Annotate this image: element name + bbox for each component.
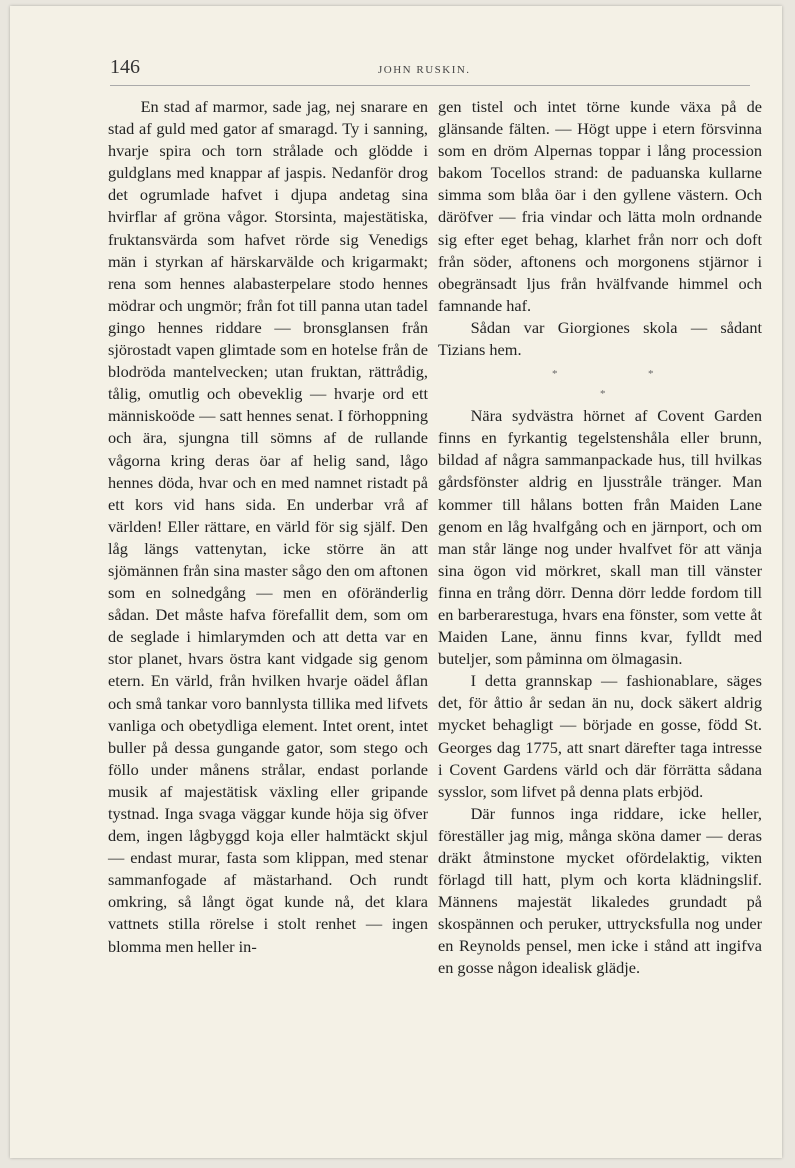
section-break-star: * (648, 368, 654, 381)
running-head: JOHN RUSKIN. (378, 64, 471, 76)
book-page (10, 6, 782, 1158)
section-break-star: * (552, 368, 558, 381)
right-column (438, 96, 762, 980)
section-break (438, 361, 762, 405)
header-rule (110, 85, 750, 86)
paragraph: Nära sydvästra hörnet af Covent Garden finns en fyrkantig tegelstenshåla eller brunn, bildad af några sammanpackade hus, till hvilkas gårdsfönster aldrig en ljusstråle tränger. Man kommer till hålans botten från Maiden Lane genom en låg hvalfgång och en järnport, och om man står länge nog under hvalfvet för att vänja sina ögon vid mörkret, skall man till vänster finna en trång dörr. Denna dörr ledde fordom till en barberarestuga, hvars ena fönster, som vette åt Maiden Lane, ännu finns kvar, fylldt med buteljer, som påminna om ölmagasin. (438, 406, 762, 669)
page-number: 146 (110, 56, 140, 78)
paragraph-continuation: gen tistel och intet törne kunde växa på de glänsande fälten. — Högt uppe i etern försvinna som en dröm Alpernas toppar i lång procession bakom Tocellos strand: de paduanska kullarne simma som blåa öar i den gyllene västern. Och däröfver — fria vindar och lätta moln ordnande sig efter eget behag, klarhet från norr och doft från söder, aftonens och morgonens stjärnor i obegränsadt ljus från hvälfvande himmel och famnande haf. (438, 97, 762, 315)
paragraph-closing: Sådan var Giorgiones skola — sådant Tizians hem. (438, 317, 762, 360)
paragraph: En stad af marmor, sade jag, nej snarare en stad af guld med gator af smaragd. Ty i sanning, hvarje spira och torn strålade och glödde i guldglans med knappar af jaspis. Nedanför drog det ogrumlade hafvet i djupa andetag sina hvirflar af gröna vågor. Storsinta, majestätiska, fruktansvärda som hafvet rörde sig Venedigs män i styrkan af härskarvälde och krigarmakt; rena som hennes alabasterpelare stodo hennes mödrar och ungmör; från fot till panna utan tadel gingo hennes riddare — bronsglansen från sjörostadt vapen glimtade som en hotelse från de blodröda mantelvecken; utan fruktan, rättrådig, tålig, omutlig och obeveklig — hvarje ord ett människoöde — satt hennes senat. I förhoppning och ära, sjungna till sömns af de rullande vågorna kring deras öar af helig sand, lågo hennes döda, hvar och en med namnet ristadt på ett kors vid hans sida. En underbar vrå af världen! Eller rättare, en värld för sig själf. Den låg längs vattenytan, icke större än att sjömännen från sina master sågo den om aftonen som en solnedgång — men en oföränderlig sådan. Det måste hafva förefallit dem, som om de seglade i himlarymden och att detta var en stor planet, hvars östra kant vidgade sig genom etern. En värld, från hvilken hvarje oädel åflan och små tankar voro bannlysta tillika med lifvets vanliga och obetydliga element. Intet orent, intet buller på dessa gungande gator, som stego och föllo under månens strålar, endast porlande musik af majestätisk växling eller gripande tystnad. Inga svaga väggar kunde höja sig öfver dem, ingen lågbyggd koja eller halmtäckt skjul — endast murar, fasta som klippan, med stenar sammanfogade af mästarhand. Och rundt omkring, så långt ögat kunde nå, det klara vattnets stilla rörelse i stolt renhet — ingen blomma men heller in- (108, 97, 428, 956)
paragraph: I detta grannskap — fashionablare, säges det, för åttio år sedan än nu, dock säkert aldrig mycket behagligt — började en gosse, född St. Georges dag 1775, att snart därefter taga intresse i Covent Gardens värld och där förrätta sådana sysslor, som lifvet på denna plats erbjöd. (438, 671, 762, 801)
paragraph: Där funnos inga riddare, icke heller, föreställer jag mig, många sköna damer — deras dräkt åtminstone mycket ofördelaktig, vikten förlagd till hatt, plym och korta klädningslif. Männens majestät likaledes grundadt på skospännen och peruker, uttrycksfulla nog under en Reynolds pensel, men icke i stånd att ingifva en gosse någon idealisk glädje. (438, 803, 762, 978)
section-break-star: * (600, 388, 606, 401)
left-column (108, 96, 428, 958)
